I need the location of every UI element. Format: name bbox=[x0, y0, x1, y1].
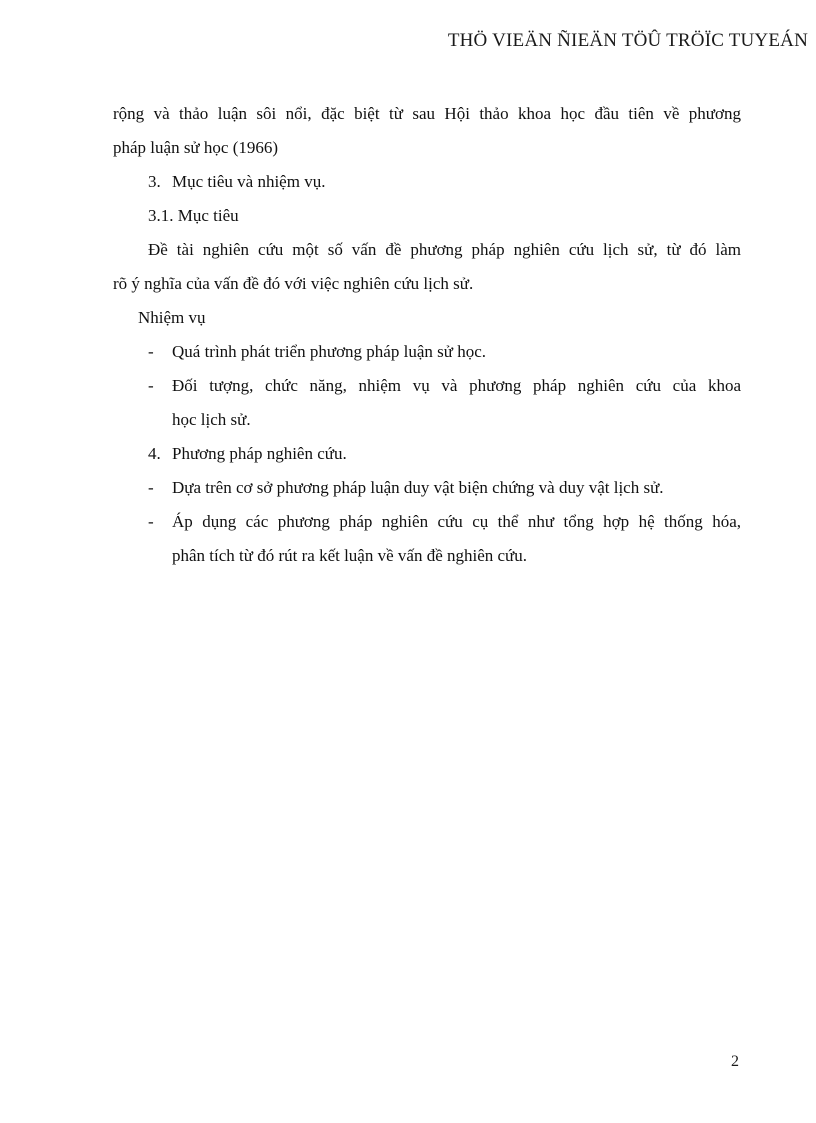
page-header: THÖ VIEÄN ÑIEÄN TÖÛ TRÖÏC TUYEÁN bbox=[447, 30, 808, 51]
section-heading-4 bbox=[113, 437, 741, 471]
section-title: Mục tiêu và nhiệm vụ. bbox=[172, 172, 326, 191]
task-item bbox=[113, 369, 741, 403]
document-body bbox=[113, 97, 741, 573]
subsection-heading-3-1: 3.1. Mục tiêu bbox=[148, 206, 239, 225]
bullet-dash: - bbox=[148, 376, 154, 395]
method-text: Dựa trên cơ sở phương pháp luận duy vật biện chứng và duy vật lịch sử. bbox=[172, 478, 664, 497]
tasks-heading: Nhiệm vụ bbox=[138, 308, 206, 327]
paragraph-line: pháp luận sử học (1966) bbox=[113, 138, 279, 157]
method-text-continuation: phân tích từ đó rút ra kết luận về vấn đề nghiên cứu. bbox=[172, 546, 528, 565]
bullet-dash: - bbox=[148, 512, 154, 531]
section-number: 3. bbox=[148, 172, 161, 191]
method-item bbox=[113, 505, 741, 539]
task-text-continuation: học lịch sử. bbox=[172, 410, 251, 429]
objective-line: Đề tài nghiên cứu một số vấn đề phương pháp nghiên cứu lịch sử, từ đó làm bbox=[148, 240, 741, 259]
task-item bbox=[113, 335, 741, 369]
page-number: 2 bbox=[731, 1053, 739, 1070]
objective-line: rõ ý nghĩa của vấn đề đó với việc nghiên cứu lịch sử. bbox=[113, 274, 474, 293]
task-text: Quá trình phát triển phương pháp luận sử học. bbox=[172, 342, 486, 361]
section-title: Phương pháp nghiên cứu. bbox=[172, 444, 347, 463]
bullet-dash: - bbox=[148, 478, 154, 497]
section-number: 4. bbox=[148, 444, 161, 463]
task-text: Đối tượng, chức năng, nhiệm vụ và phương pháp nghiên cứu của khoa bbox=[172, 376, 741, 395]
paragraph-line: rộng và thảo luận sôi nổi, đặc biệt từ sau Hội thảo khoa học đầu tiên về phương bbox=[113, 104, 741, 123]
bullet-dash: - bbox=[148, 342, 154, 361]
method-item bbox=[113, 471, 741, 505]
section-heading-3 bbox=[113, 165, 741, 199]
method-text: Áp dụng các phương pháp nghiên cứu cụ thể như tổng hợp hệ thống hóa, bbox=[172, 512, 741, 531]
